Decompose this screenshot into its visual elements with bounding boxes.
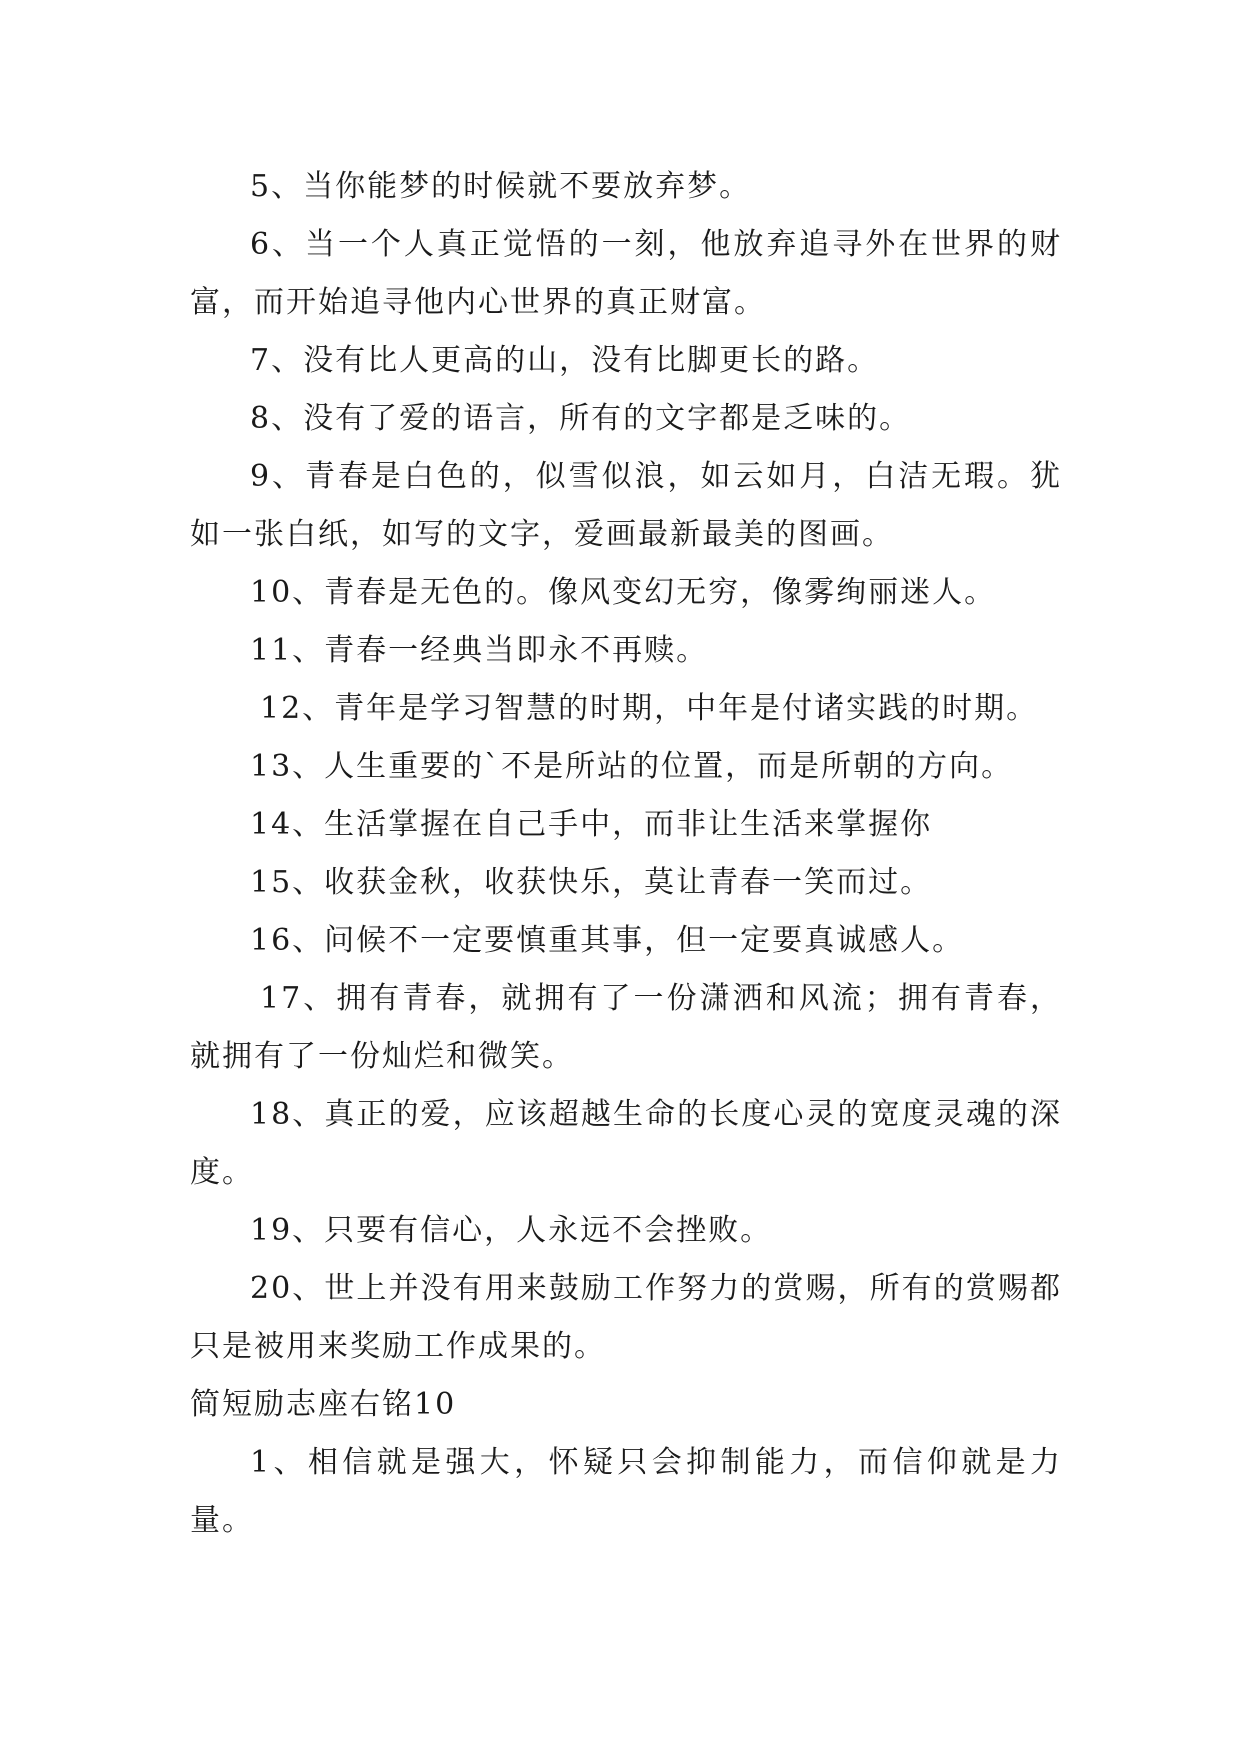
section-heading: 简短励志座右铭10 (190, 1387, 457, 1422)
list-item-17: 17、拥有青春，就拥有了一份潇洒和风流；拥有青春，就拥有了一份灿烂和微笑。 (190, 981, 1062, 1074)
list-item-15: 15、收获金秋，收获快乐，莫让青春一笑而过。 (250, 865, 933, 900)
list-item-20: 20、世上并没有用来鼓励工作努力的赏赐，所有的赏赐都只是被用来奖励工作成果的。 (190, 1271, 1062, 1364)
list-item-14: 14、生活掌握在自己手中，而非让生活来掌握你 (250, 807, 933, 842)
list-item-5: 5、当你能梦的时候就不要放弃梦。 (250, 169, 752, 204)
list-item-11: 11、青春一经典当即永不再赎。 (250, 633, 709, 668)
list-item-7: 7、没有比人更高的山，没有比脚更长的路。 (250, 343, 880, 378)
list-item-19: 19、只要有信心，人永远不会挫败。 (250, 1213, 773, 1248)
list-item-12: 12、青年是学习智慧的时期，中年是付诸实践的时期。 (260, 691, 1039, 726)
list-item-8: 8、没有了爱的语言，所有的文字都是乏味的。 (250, 401, 912, 436)
list-item-16: 16、问候不一定要慎重其事，但一定要真诚感人。 (250, 923, 965, 958)
list-item-1: 1、相信就是强大，怀疑只会抑制能力，而信仰就是力量。 (190, 1445, 1062, 1538)
list-item-10: 10、青春是无色的。像风变幻无穷，像雾绚丽迷人。 (250, 575, 997, 610)
list-item-18: 18、真正的爱，应该超越生命的长度心灵的宽度灵魂的深度。 (190, 1097, 1062, 1190)
document-body (190, 158, 1062, 1550)
list-item-13: 13、人生重要的`不是所站的位置，而是所朝的方向。 (250, 749, 1014, 784)
list-item-6: 6、当一个人真正觉悟的一刻，他放弃追寻外在世界的财富，而开始追寻他内心世界的真正财富。 (190, 227, 1062, 320)
list-item-9: 9、青春是白色的，似雪似浪，如云如月，白洁无瑕。犹如一张白纸，如写的文字，爱画最新最美的图画。 (190, 459, 1062, 552)
